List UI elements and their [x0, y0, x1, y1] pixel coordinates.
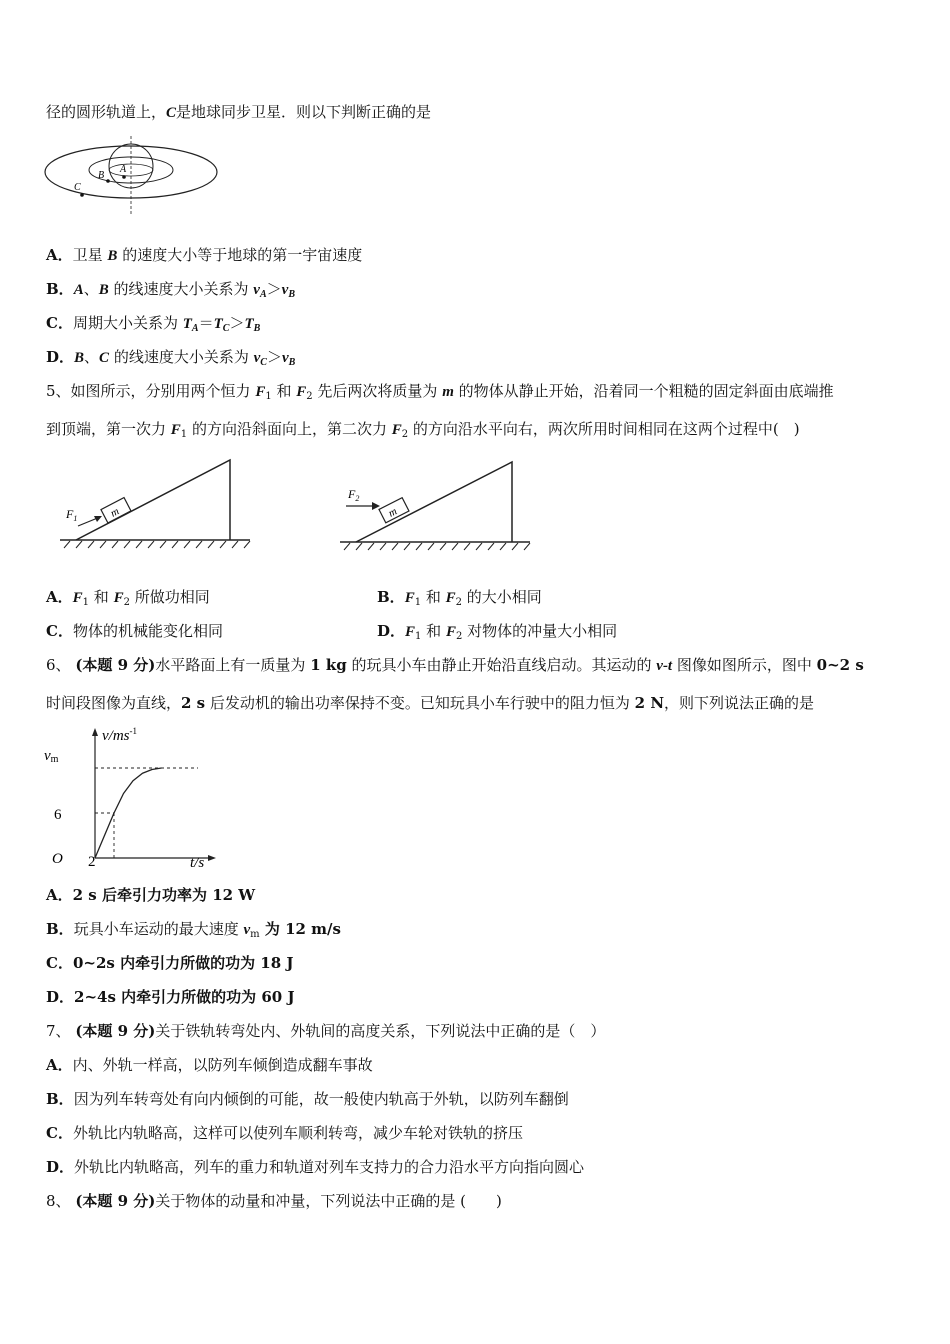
q5-incline-figure-2: [338, 456, 538, 556]
y-tick-vm: vm: [44, 748, 59, 765]
q5-stem-line2: 到顶端，第一次力 $F_1$ 的方向沿斜面向上，第二次力 $F_2$ 的方向沿水平向右，两次所用时间相同在这两个过程中( ): [46, 420, 800, 440]
series-constant-power-curve: [114, 768, 162, 813]
q7-stem: 7、 (本题 9 分)关于铁轨转弯处内、外轨间的高度关系，下列说法中正确的是（ ）: [46, 1022, 606, 1040]
q5-option-d: D．$F_1$ 和 $F_2$ 对物体的冲量大小相同: [377, 622, 618, 642]
series-linear-segment: [95, 813, 114, 858]
q6-option-a: A．2 s 后牵引力功率为 12 W: [46, 886, 256, 904]
q4-orbit-figure: [42, 136, 222, 216]
q6-option-d: D．2~4s 内牵引力所做的功为 60 J: [46, 988, 295, 1006]
q5-stem-line1: 5、如图所示，分别用两个恒力 $F_1$ 和 $F_2$ 先后两次将质量为 m 的物体从静止开始，沿着同一个粗糙的固定斜面由底端推: [46, 382, 834, 402]
q5-incline-figure-1: [58, 456, 258, 556]
q4-option-b: B．A、B 的线速度大小关系为 $v_A>v_B$: [46, 280, 295, 300]
q5-option-c: C．物体的机械能变化相同: [46, 622, 223, 640]
origin-label: O: [52, 851, 63, 867]
y-tick-6: 6: [54, 807, 62, 823]
q6-option-c: C．0~2s 内牵引力所做的功为 18 J: [46, 954, 294, 972]
fig-label-a: A: [120, 164, 127, 175]
q7-option-a: A．内、外轨一样高，以防列车倾倒造成翻车事故: [46, 1056, 373, 1074]
fig-label-c: C: [74, 182, 81, 193]
force-f1-label: $F_1$: [66, 507, 78, 523]
q6-option-b: B．玩具小车运动的最大速度 $v_m$ 为 12 m/s: [46, 920, 341, 940]
q5-option-b: B．$F_1$ 和 $F_2$ 的大小相同: [377, 588, 542, 608]
q4-option-a: A．卫星 B 的速度大小等于地球的第一宇宙速度: [46, 246, 363, 264]
block-m-label: m: [108, 505, 122, 520]
force-f2-label: $F_2$: [348, 487, 360, 503]
q7-option-c: C．外轨比内轨略高，这样可以使列车顺利转弯，减少车轮对铁轨的挤压: [46, 1124, 523, 1142]
block-m-label-2: m: [386, 505, 400, 520]
q7-option-d: D．外轨比内轨略高，列车的重力和轨道对列车支持力的合力沿水平方向指向圆心: [46, 1158, 585, 1176]
q7-option-b: B．因为列车转弯处有向内倾倒的可能，故一般使内轨高于外轨，以防列车翻倒: [46, 1090, 569, 1108]
q8-stem: 8、 (本题 9 分)关于物体的动量和冲量，下列说法中正确的是 ( ): [46, 1192, 502, 1210]
q4-option-c: C．周期大小关系为 $T_A=T_C>T_B$: [46, 314, 261, 334]
x-tick-2: 2: [88, 854, 96, 870]
fig-label-b: B: [98, 170, 105, 181]
q6-stem-line1: 6、 (本题 9 分)水平路面上有一质量为 1 kg 的玩具小车由静止开始沿直线启动。其运动的 v-t 图像如图所示，图中 0~2 s: [46, 656, 864, 674]
x-axis-label: t/s: [190, 855, 205, 871]
q5-option-a: A．$F_1$ 和 $F_2$ 所做功相同: [46, 588, 210, 608]
y-axis-label: $v/ms^{-1}$: [102, 726, 137, 744]
q4-option-d: D．B、C 的线速度大小关系为 $v_C>v_B$: [46, 348, 296, 368]
q6-vt-chart: [40, 720, 220, 872]
q6-stem-line2: 时间段图像为直线，2 s 后发动机的输出功率保持不变。已知玩具小车行驶中的阻力恒为 2 N，则下列说法正确的是: [46, 694, 815, 712]
q4-stem: 径的圆形轨道上，C是地球同步卫星．则以下判断正确的是: [46, 103, 432, 121]
